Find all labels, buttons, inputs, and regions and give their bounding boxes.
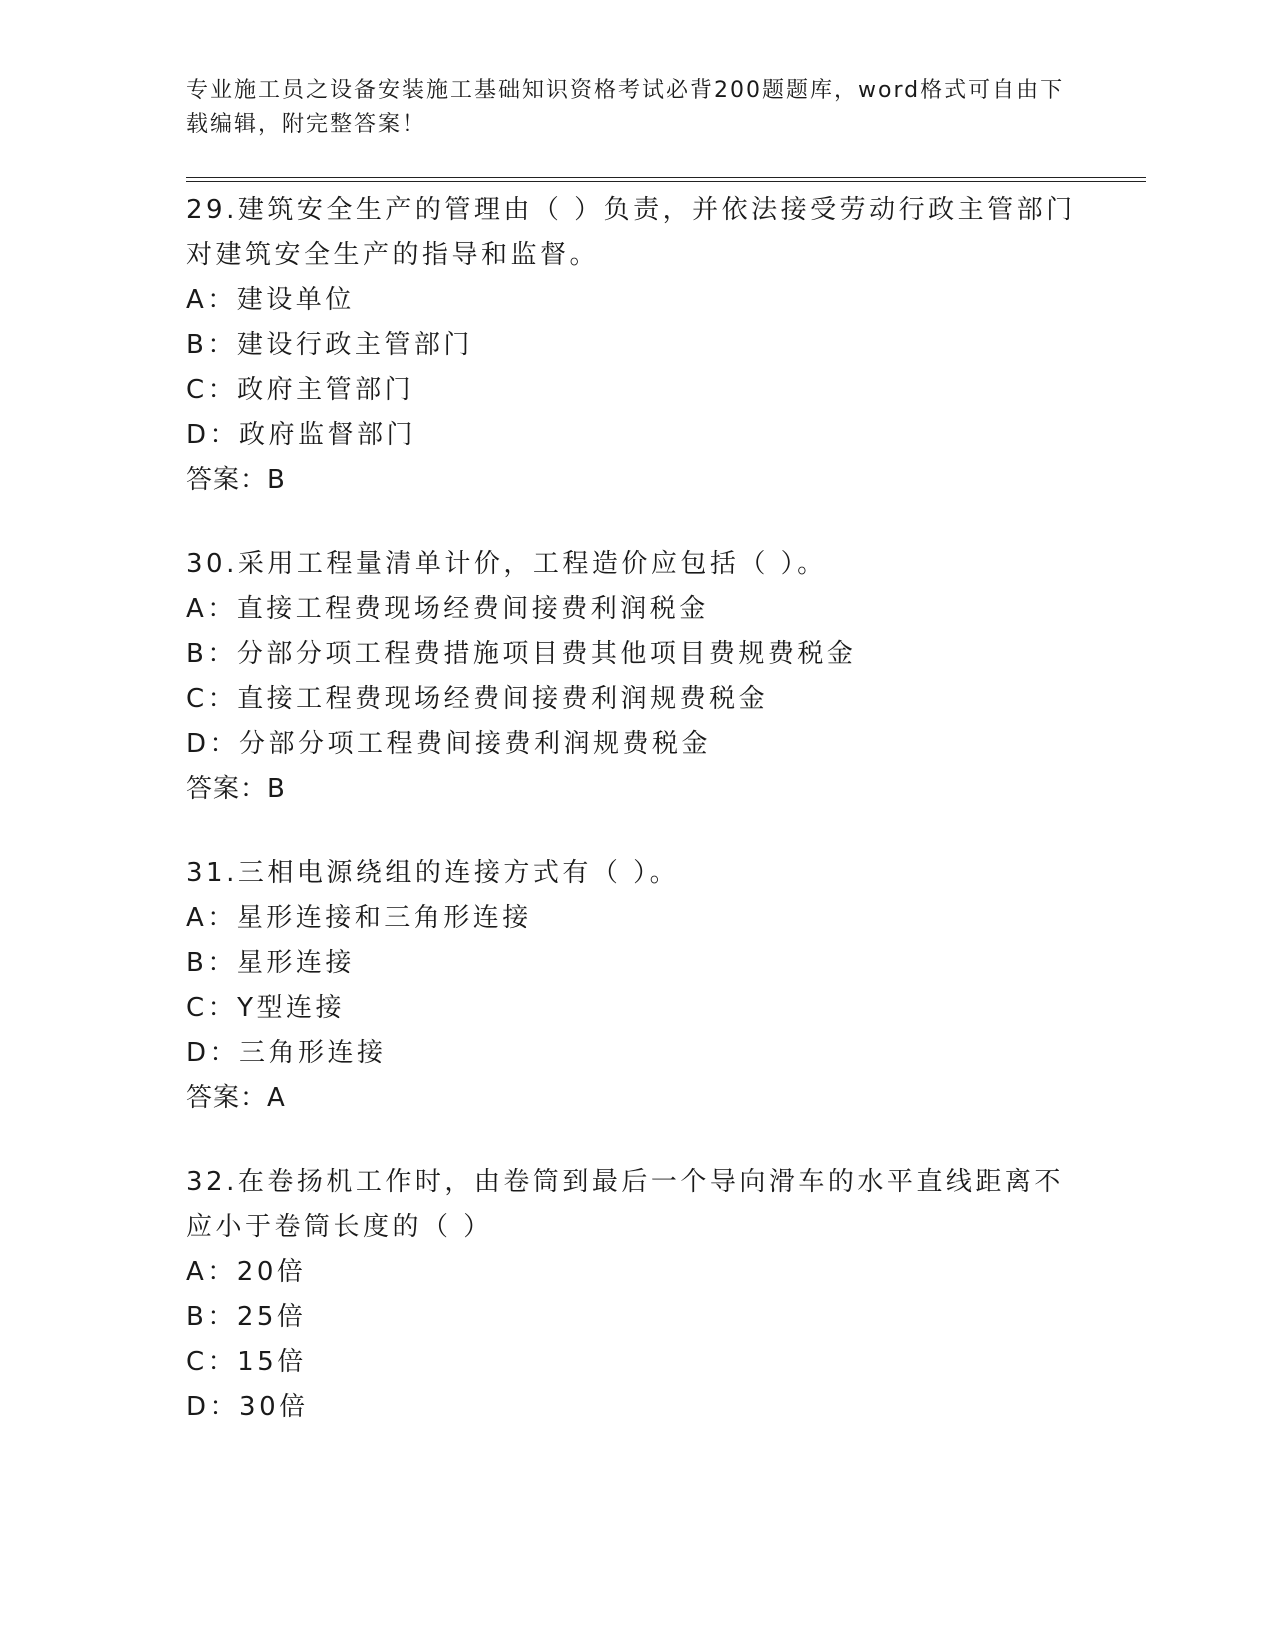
document-title: 专业施工员之设备安装施工基础知识资格考试必背200题题库，word格式可自由下载编辑，附完整答案！ (186, 78, 1065, 137)
option-b: B：分部分项工程费措施项目费其他项目费规费税金 (186, 639, 857, 669)
question-29 (186, 188, 1146, 503)
option-a: A：直接工程费现场经费间接费利润税金 (186, 594, 709, 624)
option-a: A：20倍 (186, 1257, 307, 1287)
option-c: C：15倍 (186, 1347, 307, 1377)
option-a: A：建设单位 (186, 285, 355, 315)
question-stem: 30.采用工程量清单计价，工程造价应包括（ ）。 (186, 549, 827, 579)
option-c: C：直接工程费现场经费间接费利润规费税金 (186, 684, 769, 714)
question-32 (186, 1160, 1146, 1430)
option-b: B：建设行政主管部门 (186, 330, 473, 360)
option-d: D：分部分项工程费间接费利润规费税金 (186, 729, 712, 759)
question-stem: 31.三相电源绕组的连接方式有（ ）。 (186, 858, 680, 888)
option-c: C：政府主管部门 (186, 375, 415, 405)
answer-text: 答案：A (186, 1083, 286, 1113)
option-d: D：政府监督部门 (186, 420, 417, 450)
answer-text: 答案：B (186, 774, 286, 804)
answer-text: 答案：B (186, 465, 286, 495)
option-c: C：Y型连接 (186, 993, 346, 1023)
question-31 (186, 851, 1146, 1121)
option-b: B：星形连接 (186, 948, 355, 978)
question-stem: 32.在卷扬机工作时，由卷筒到最后一个导向滑车的水平直线距离不应小于卷筒长度的（ ） (186, 1167, 1064, 1242)
header-divider (186, 177, 1146, 182)
document-page (186, 0, 1146, 1469)
question-30 (186, 542, 1146, 812)
option-b: B：25倍 (186, 1302, 307, 1332)
question-list (186, 188, 1146, 1430)
option-d: D：30倍 (186, 1392, 309, 1422)
question-stem: 29.建筑安全生产的管理由（ ）负责，并依法接受劳动行政主管部门对建筑安全生产的指导和监督。 (186, 195, 1076, 270)
option-a: A：星形连接和三角形连接 (186, 903, 532, 933)
option-d: D：三角形连接 (186, 1038, 387, 1068)
